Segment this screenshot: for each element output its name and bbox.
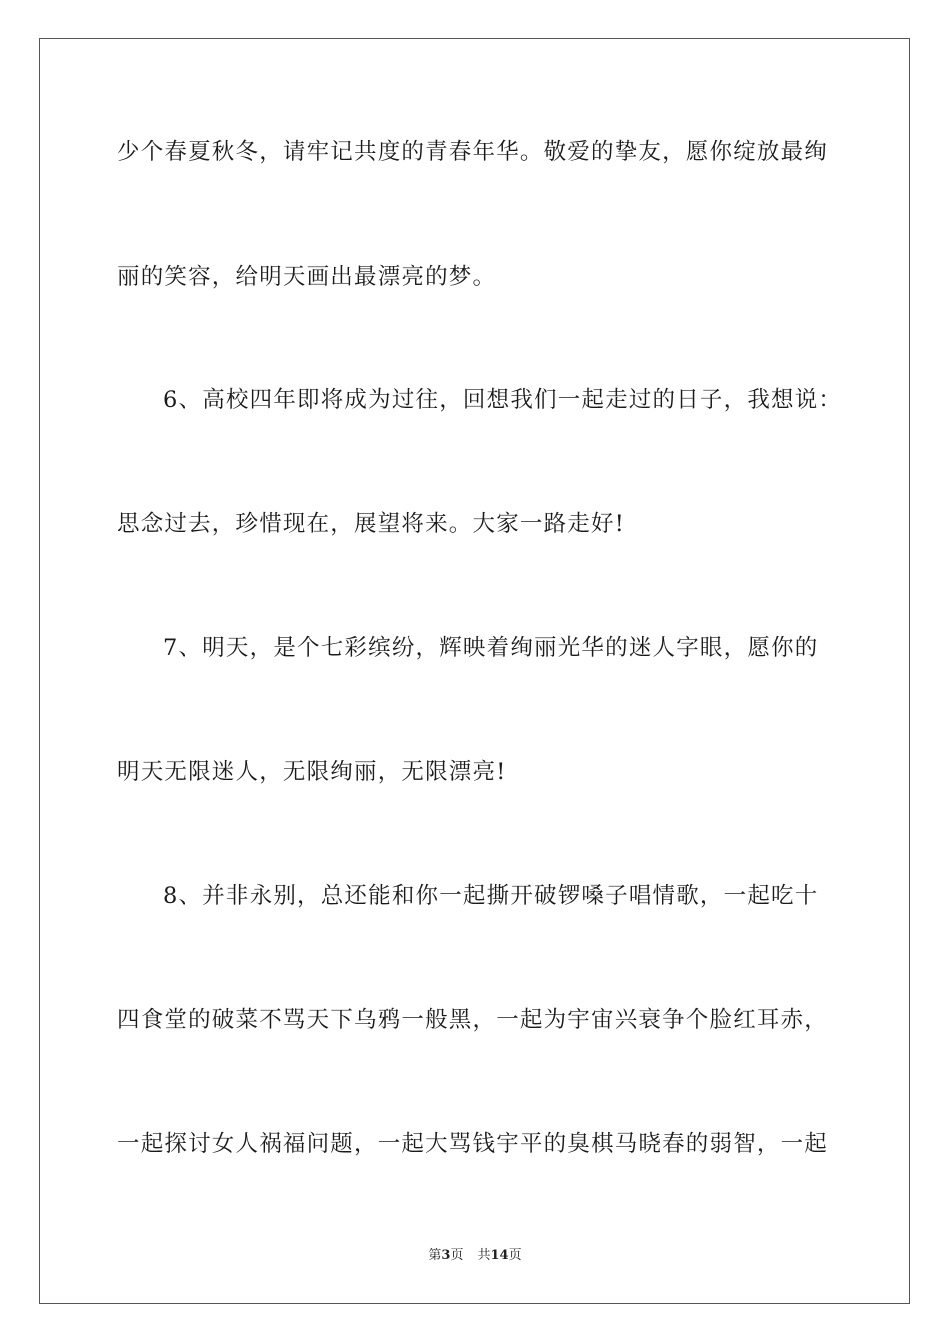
current-page-number: 3 xyxy=(441,1248,451,1263)
page-border xyxy=(39,38,910,1304)
text-line: 四食堂的破菜不骂天下乌鸦一般黑，一起为宇宙兴衰争个脸红耳赤， xyxy=(117,1007,829,1033)
paragraph-7-start: 7、明天，是个七彩缤纷，辉映着绚丽光华的迷人字眼，愿你的 xyxy=(163,635,819,661)
total-page-count: 14 xyxy=(490,1248,509,1263)
footer-total-prefix: 共 xyxy=(477,1248,491,1263)
text-line: 思念过去，珍惜现在，展望将来。大家一路走好! xyxy=(117,511,625,537)
footer-total-suffix: 页 xyxy=(508,1248,522,1263)
footer-page-suffix: 页 xyxy=(450,1248,464,1263)
footer-prefix: 第 xyxy=(428,1248,442,1263)
text-line: 丽的笑容，给明天画出最漂亮的梦。 xyxy=(117,264,497,290)
text-line: 一起探讨女人祸福问题，一起大骂钱宇平的臭棋马晓春的弱智，一起 xyxy=(117,1131,829,1157)
paragraph-8-start: 8、并非永别，总还能和你一起撕开破锣嗓子唱情歌，一起吃十 xyxy=(163,883,819,909)
text-line: 少个春夏秋冬，请牢记共度的青春年华。敬爱的挚友，愿你绽放最绚 xyxy=(117,139,829,165)
text-line: 明天无限迷人，无限绚丽，无限漂亮! xyxy=(117,759,507,785)
paragraph-6-start: 6、高校四年即将成为过往，回想我们一起走过的日子，我想说： xyxy=(163,387,843,413)
page-footer xyxy=(0,1247,950,1265)
